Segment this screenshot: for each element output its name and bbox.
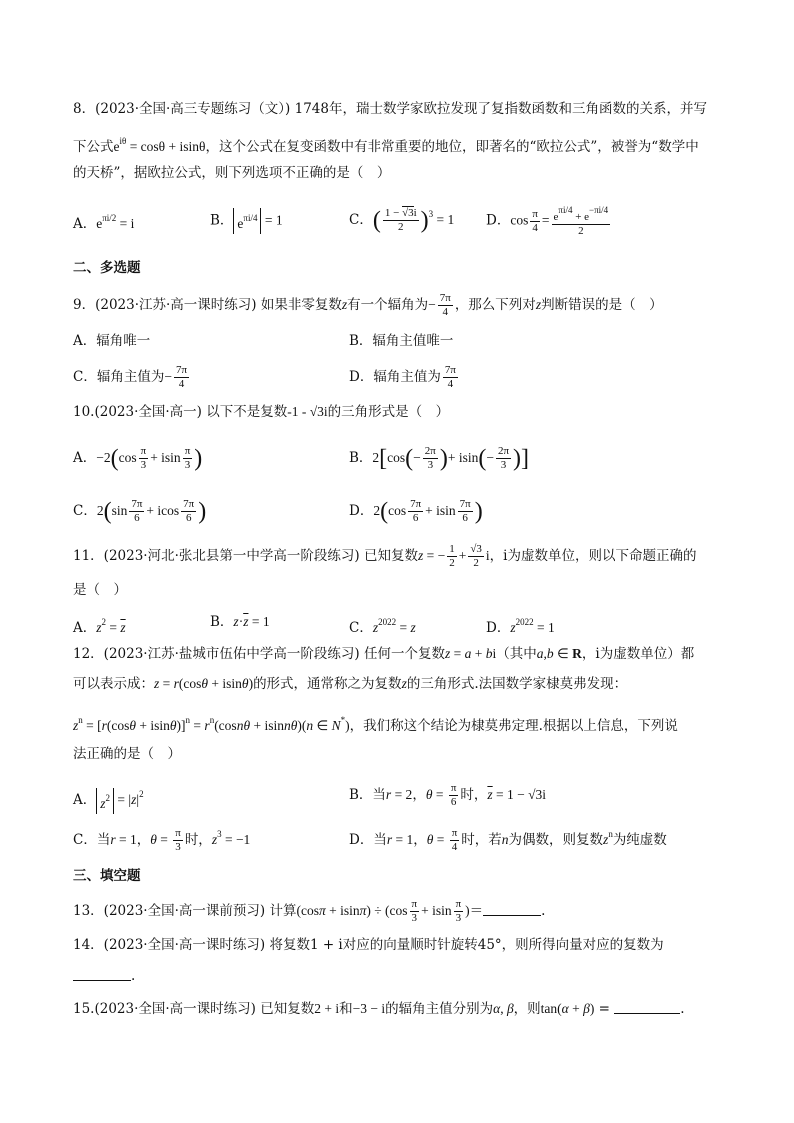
q9-option-c: C．辐角主值为− $\frac{7\pi}{4}$ (73, 364, 188, 390)
q9-option-d: D．辐角主值为 $\frac{7\pi}{4}$ (349, 364, 456, 390)
q15-stem-a: 15.(2023·全国·高一课时练习) 已知复数 (73, 1001, 315, 1017)
q11-stem: 11．(2023·河北·张北县第一中学高一阶段练习) 已知复数z = − $\frac{1}{2}$ + $\frac{√3}{2}$ i，i为虚数单位，则以下命题正确的 (73, 543, 697, 569)
q14-line1: 14．(2023·全国·高一课时练习) 将复数1 + i对应的向量顺时针旋转45°，则所得向量对应的复数为 (73, 937, 664, 953)
q9-option-d-label: D．辐角主值为 (349, 369, 441, 385)
q12-line1-c: ，i为虚数单位）都 (581, 646, 695, 662)
q12-option-d: D．当r = 1，θ = $\frac{\pi}{4}$ 时，若n为偶数，则复数$z^n$为纯虚数 (349, 827, 667, 853)
q12-line2-a: 可以表示成： (73, 676, 154, 692)
q10-complex-number: -1 - √3i (287, 404, 328, 419)
q14-period: . (131, 968, 136, 984)
q9-option-c-label: C．辐角主值为 (73, 369, 165, 385)
q10-stem (73, 402, 449, 422)
q12-line2-c: 的三角形式.法国数学家棣莫弗发现： (406, 676, 628, 692)
q12-line4: 法正确的是（ ） (73, 746, 181, 762)
q13-equals: ＝ (469, 903, 484, 919)
q15-period: . (680, 1001, 685, 1017)
q15-answer-blank[interactable] (614, 1000, 680, 1014)
q8-line1: 8．(2023·全国·高三专题练习（文）) 1748年，瑞士数学家欧拉发现了复指数函数和三角函数的关系，并写 (73, 101, 707, 117)
section-multiple-choice: 二、多选题 (73, 260, 141, 276)
q14-answer-blank[interactable] (73, 967, 131, 981)
q12-line1-b: （其中 (496, 646, 537, 662)
q12-option-b: B．当r = 2，θ = $\frac{\pi}{6}$ 时，$\overline{z} = 1 - √3i$ (349, 782, 547, 808)
q9-stem-c: ，那么下列对 (454, 297, 536, 313)
q12-line2-b: 的形式，通常称之为复数 (253, 676, 402, 692)
q11-stem-b: ，i为虚数单位，则以下命题正确的 (489, 548, 697, 564)
q8-line2-start: 下公式 (73, 139, 114, 155)
q12-option-c: C．当r = 1，θ = $\frac{\pi}{3}$ 时，$z^3 = -1$ (73, 827, 251, 853)
q9-stem-d: 判断错误的是（ ） (541, 297, 663, 313)
q10-option-b: B．2[cos(− $\frac{2\pi}{3}$ )+ isin(− $\frac{2\pi}{3}$ )] (349, 445, 530, 472)
q15-stem: 15.(2023·全国·高一课时练习) 已知复数2 + i和−3 − i的辐角主值分别为α, β，则tan(α + β) = . (73, 1001, 685, 1017)
q11-option-b: B．$z\cdot\overline{z} = 1$ (210, 614, 270, 630)
q12-line3: $z^n = [r(\cos\theta + isin\theta)]^n = r^n(\cos n\theta + isinn\theta)(n$ ∈ N*)，我们称这个结论为棣莫弗定理.根据以上信息，下列说 (73, 715, 678, 734)
q10-option-d: D．2(cos $\frac{7\pi}{6}$ + isin $\frac{7\pi}{6}$ ) (349, 498, 483, 525)
q12-line3-a: ，我们称这个结论为棣莫弗定理.根据以上信息，下列说 (349, 718, 678, 734)
q13-answer-blank[interactable] (483, 902, 541, 916)
q11-stem-a: 11．(2023·河北·张北县第一中学高一阶段练习) 已知复数 (73, 548, 418, 564)
q10-stem-b: 的三角形式是（ ） (327, 404, 450, 420)
q12-line1-a: 12．(2023·江苏·盐城市伍佑中学高一阶段练习) 任何一个复数 (73, 646, 445, 662)
q11-option-c: C．$z^{2022} = z$ (349, 617, 416, 636)
q15-stem-c: ，则 (513, 1001, 541, 1017)
q8-option-d: D．cos $\frac{\pi}{4}$ = $\frac{e^{\pi i/4} + e^{-\pi i/4}}{2}$ (486, 205, 609, 237)
q10-stem-a: 10.(2023·全国·高一) 以下不是复数 (73, 404, 288, 420)
q14-line2 (73, 966, 135, 986)
q11-line2: 是（ ） (73, 582, 127, 598)
q8-option-b: B． $e^{\pi i/4} = 1$ (210, 208, 283, 234)
q9-option-b: B．辐角主值唯一 (349, 333, 454, 349)
q10-option-c: C．2(sin $\frac{7\pi}{6}$ + icos $\frac{7\pi}{6}$ ) (73, 498, 207, 525)
q9-stem-a: 9．(2023·江苏·高一课时练习) 如果非零复数 (73, 297, 342, 313)
q11-option-d: D．$z^{2022} = 1$ (486, 617, 555, 636)
q12-line1: 12．(2023·江苏·盐城市伍佑中学高一阶段练习) 任何一个复数z = a + bi（其中a,b ∈ R，i为虚数单位）都 (73, 646, 695, 662)
q11-option-a: A．$z^2 = \overline{z}$ (73, 617, 126, 636)
q15-stem-b: 的辐角主值分别为 (385, 1001, 494, 1017)
q13-stem-a: 13．(2023·全国·高一课前预习) 计算 (73, 903, 297, 919)
section-fill-in-blank: 三、填空题 (73, 868, 141, 884)
q8-option-c: C．( $\frac{1 - √3i}{2}$ )$^3$ = 1 (349, 207, 455, 234)
q15-equals: = (598, 1001, 610, 1017)
q8-line3: 的天桥”，据欧拉公式，则下列选项不正确的是（ ） (73, 165, 391, 181)
q10-option-a: A．−2(cos $\frac{\pi}{3}$ + isin $\frac{\pi}{3}$ ) (73, 445, 203, 472)
q13-period: . (541, 903, 546, 919)
q8-line2 (73, 131, 699, 157)
q12-option-a: A． $z^2 = |z|^2$ (73, 784, 144, 814)
q9-stem-b: 有一个辐角为 (347, 297, 429, 313)
q9-stem: 9．(2023·江苏·高一课时练习) 如果非零复数z有一个辐角为− $\frac{7\pi}{4}$ ，那么下列对z判断错误的是（ ） (73, 292, 663, 318)
q8-option-a: A．$e^{\pi i/2} = i$ (73, 213, 135, 232)
q8-line2-end: ，这个公式在复变函数中有非常重要的地位，即著名的“欧拉公式”，被誉为“数学中 (205, 139, 699, 155)
q12-line2: 可以表示成：z = r(cosθ + isinθ)的形式，通常称之为复数z的三角形式.法国数学家棣莫弗发现： (73, 676, 628, 692)
q9-option-a: A．辐角唯一 (73, 333, 151, 349)
euler-formula: $e^{i\theta} = \cos\theta + isin\theta$ (113, 136, 206, 154)
q13-stem: 13．(2023·全国·高一课前预习) 计算(cosπ + isinπ) ÷ (cos $\frac{\pi}{3}$ + isin $\frac{\pi}{3}$ )＝ . (73, 898, 546, 924)
